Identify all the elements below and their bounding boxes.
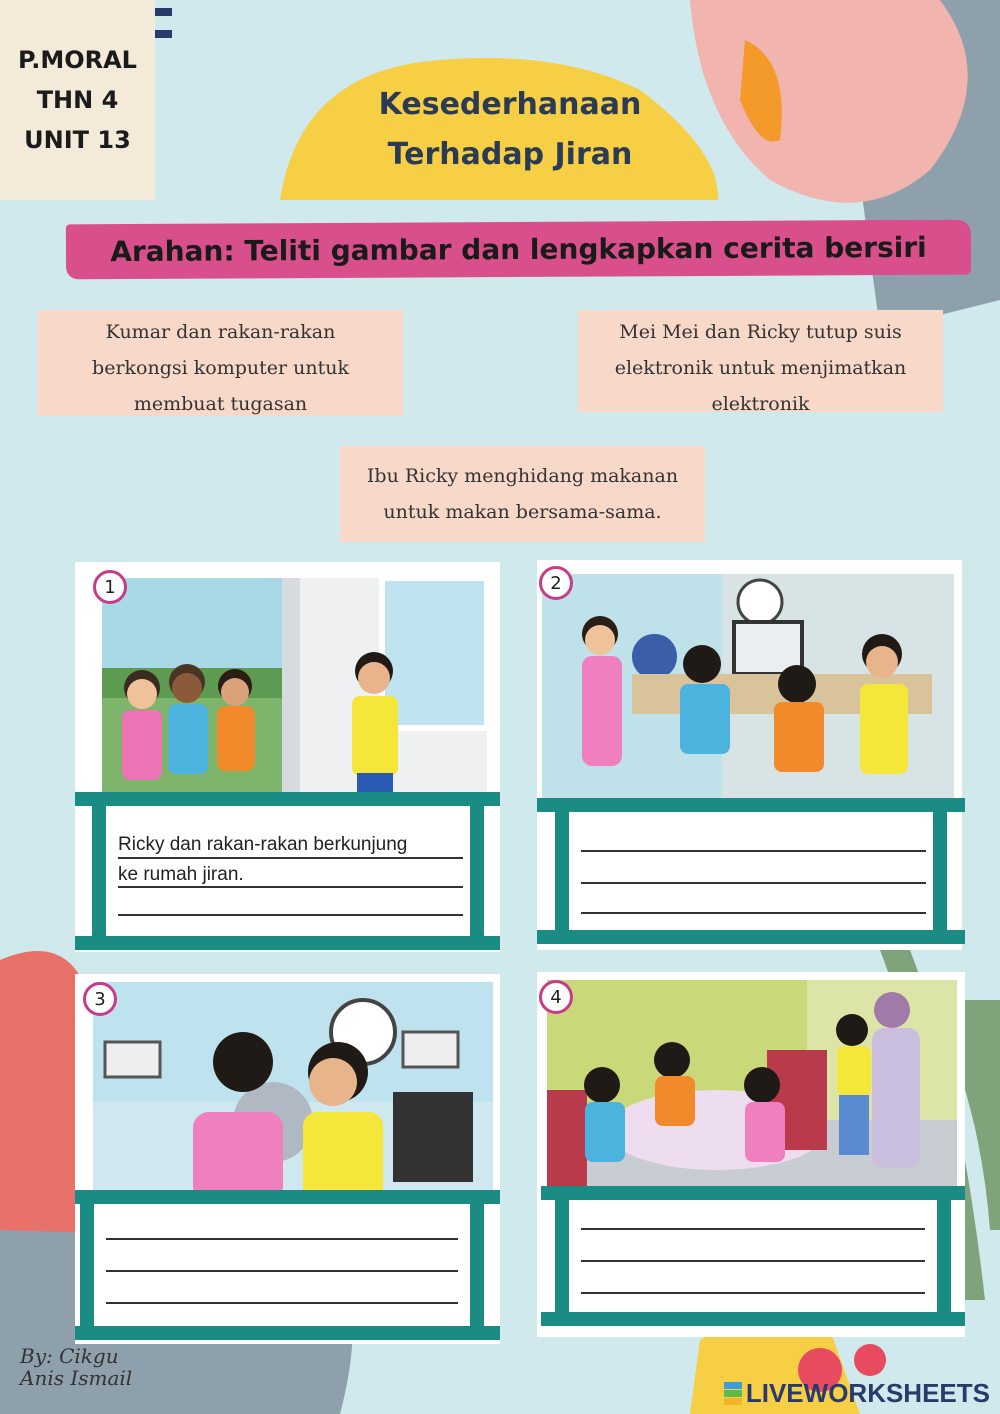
scene-illustration-2 [542,574,954,804]
answer-box-2[interactable] [569,812,933,930]
panel-1-frame [75,792,500,806]
option-2-line-3: elektronik [711,393,810,415]
panel-1-frame-left [92,792,106,950]
unit-label: UNIT 13 [24,126,131,154]
option-1-line-1: Kumar dan rakan-rakan [105,321,336,343]
panel-4-frame-left [555,1186,569,1326]
answer-line [581,1292,925,1294]
answer-text-1b: ke rumah jiran. [118,864,244,885]
panel-2-frame-bottom [537,930,965,944]
author-credit [20,1345,132,1389]
scene-illustration-1 [102,578,487,798]
brand-name: LIVEWORKSHEETS [745,1378,990,1408]
page-title [300,80,720,180]
panel-3-frame-bottom [75,1326,500,1340]
panel-4-frame-bottom [541,1312,965,1326]
liveworksheets-logo[interactable] [724,1378,990,1409]
year-label: THN 4 [36,86,119,114]
option-card-2[interactable] [578,310,943,415]
panel-4-frame-right [937,1186,951,1326]
answer-line [106,1302,458,1304]
answer-line [581,1260,925,1262]
panel-2-frame-left [555,798,569,944]
panel-1-frame-right [470,792,484,950]
panel-2-frame-right [933,798,947,944]
subject-tag [0,0,155,200]
panel-3-frame [75,1190,500,1204]
scene-illustration-3 [93,982,493,1202]
panel-3-frame-right [470,1190,484,1340]
answer-box-1[interactable] [106,806,470,936]
option-2-line-2: elektronik untuk menjimatkan [614,357,907,379]
panel-2-frame [537,798,965,812]
option-2-line-1: Mei Mei dan Ricky tutup suis [619,321,902,343]
option-3-line-1: Ibu Ricky menghidang makanan [366,465,679,487]
panel-number-1: 1 [93,570,127,604]
answer-line [581,850,926,852]
option-1-line-3: membuat tugasan [133,393,308,415]
panel-1-frame-bottom [75,936,500,950]
answer-line [581,1228,925,1230]
option-card-1[interactable] [38,310,403,416]
answer-line [118,857,463,859]
panel-4-frame [541,1186,965,1200]
answer-line [118,886,463,888]
answer-line [118,914,463,916]
liveworksheets-mark-icon [724,1382,742,1405]
answer-line [106,1238,458,1240]
answer-line [106,1270,458,1272]
option-card-3[interactable] [340,446,705,542]
answer-text-1a: Ricky dan rakan-rakan berkunjung [118,834,408,855]
scene-illustration-4 [547,980,957,1190]
option-3-line-2: untuk makan bersama-sama. [383,501,662,523]
panel-number-3: 3 [83,982,117,1016]
panel-number-4: 4 [539,980,573,1014]
title-line-2: Terhadap Jiran [387,137,633,172]
panel-number-2: 2 [539,566,573,600]
panel-3-frame-left [80,1190,94,1340]
title-line-1: Kesederhanaan [378,87,642,122]
answer-box-3[interactable] [94,1204,470,1326]
subject-label: P.MORAL [18,46,137,74]
credit-line-1: By: Cikgu [20,1344,119,1368]
answer-line [581,882,926,884]
answer-box-4[interactable] [569,1200,937,1312]
answer-line [581,912,926,914]
option-1-line-2: berkongsi komputer untuk [92,357,349,379]
instruction-banner: Arahan: Teliti gambar dan lengkapkan cerita bersiri [66,220,971,280]
credit-line-2: Anis Ismail [20,1366,133,1390]
